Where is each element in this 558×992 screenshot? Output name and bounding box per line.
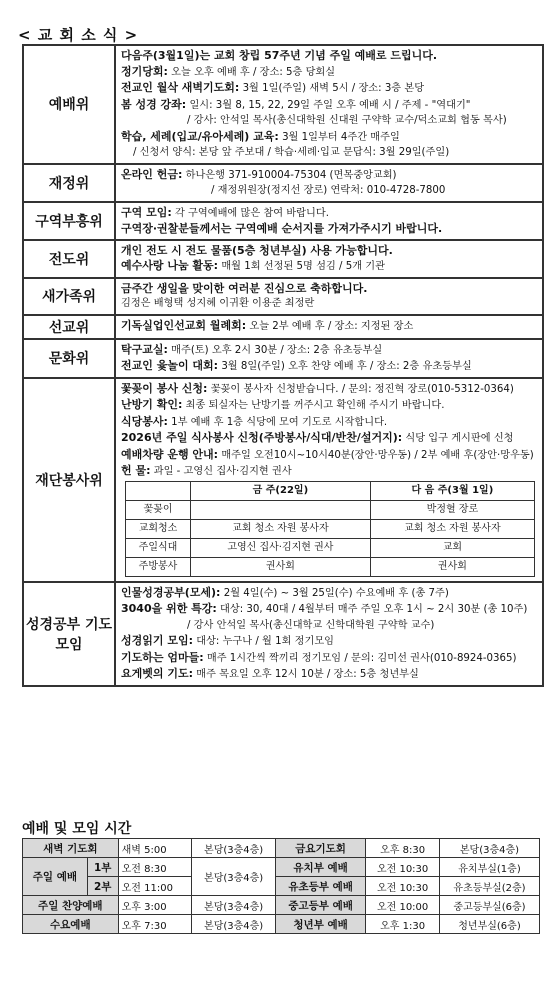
duty-cell: 교회 청소 자원 봉사자 <box>191 519 371 538</box>
schedule-part: 1부 <box>87 858 118 877</box>
news-line <box>121 397 537 414</box>
news-line <box>121 243 537 259</box>
news-line-text: 2월 4일(수) ~ 3월 25일(수) 수요예배 후 (총 7주) <box>220 587 449 599</box>
section-category: 재단봉사위 <box>23 378 115 582</box>
news-line-heading: 2026년 주일 식사봉사 신청(주방봉사/식대/반찬/설거지): <box>121 431 403 444</box>
news-line-text: 일시: 3월 8, 15, 22, 29일 주일 오후 예배 시 / 주제 - "역대기" <box>186 99 471 111</box>
duty-cell: 교회 청소 자원 봉사자 <box>370 519 534 538</box>
section-body <box>115 315 543 339</box>
schedule-row <box>23 858 540 877</box>
news-line <box>121 97 537 114</box>
news-line-heading: 정기당회: <box>121 64 168 78</box>
news-title: < 교 회 소 식 > <box>18 26 139 44</box>
schedule-place: 유초등부실(2층) <box>439 877 539 896</box>
duty-row <box>126 500 535 519</box>
schedule-place: 본당(3층4층) <box>192 839 276 858</box>
schedule-name: 금요기도회 <box>275 839 365 858</box>
section-category: 예배위 <box>23 45 115 164</box>
news-line-text: 3월 8일(주일) 오후 찬양 예배 후 / 장소: 2층 유초등부실 <box>218 361 472 372</box>
news-line-heading: 탁구교실: <box>121 342 168 356</box>
news-line-heading: 예배차량 운행 안내: <box>121 447 219 461</box>
schedule-name: 주일 찬양예배 <box>23 896 119 915</box>
duty-cell <box>191 500 371 519</box>
news-section <box>23 202 543 240</box>
news-line-text: 오늘 2부 예배 후 / 장소: 지정된 장소 <box>246 320 414 332</box>
news-line <box>121 129 537 146</box>
news-line-heading: 구역 모임: <box>121 205 172 219</box>
section-category: 선교위 <box>23 315 115 339</box>
schedule-name: 중고등부 예배 <box>275 896 365 915</box>
section-body <box>115 378 543 582</box>
schedule-part: 2부 <box>87 877 118 896</box>
news-line-text: 대상: 30, 40대 / 4월부터 매주 주일 오후 1시 ~ 2시 30분 (총 10주) <box>216 604 528 615</box>
schedule-row <box>23 877 540 896</box>
news-line-text: 구역장·권찰분들께서는 구역예배 순서지를 가져가주시기 바랍니다. <box>121 222 443 235</box>
news-line-text: 식당 입구 게시판에 신청 <box>402 433 514 444</box>
news-line-text: 다음주(3월1일)는 교회 창립 57주년 기념 주일 예배로 드립니다. <box>121 49 438 62</box>
duty-corner <box>126 481 191 500</box>
schedule-place: 본당(3층4층) <box>192 915 276 934</box>
section-body <box>115 582 543 686</box>
duty-header: 금 주(22일) <box>191 481 371 500</box>
schedule-name: 유초등부 예배 <box>275 877 365 896</box>
duty-cell: 박정혈 장로 <box>370 500 534 519</box>
news-line-heading: 헌 물: <box>121 464 151 477</box>
news-line-text: / 재정위원장(정지선 장로) 연락처: 010-4728-7800 <box>211 185 446 196</box>
news-line <box>121 463 537 480</box>
news-line-heading: 난방기 확인: <box>121 398 183 411</box>
news-section <box>23 164 543 202</box>
news-line-text: 오늘 오후 예배 후 / 장소: 5층 당회실 <box>167 66 336 78</box>
duty-row <box>126 538 535 557</box>
news-line <box>121 447 537 464</box>
news-line-text: 3월 1일부터 4주간 매주일 <box>278 131 400 143</box>
section-category: 성경공부 기도모임 <box>23 582 115 686</box>
news-line-text: 매주 목요일 오후 12시 10분 / 장소: 5층 청년부실 <box>192 669 419 680</box>
schedule-table <box>22 838 540 934</box>
news-line-text: 대상: 누구나 / 월 1회 정기모임 <box>192 636 335 647</box>
schedule-time: 오후 7:30 <box>118 915 192 934</box>
section-body <box>115 240 543 278</box>
schedule-time: 오전 8:30 <box>118 858 192 877</box>
section-category: 새가족위 <box>23 278 115 315</box>
section-body <box>115 164 543 202</box>
duty-cell: 권사회 <box>370 557 534 576</box>
schedule-time: 새벽 5:00 <box>118 839 192 858</box>
schedule-row <box>23 839 540 858</box>
schedule-time: 오전 10:30 <box>366 858 440 877</box>
schedule-name: 청년부 예배 <box>275 915 365 934</box>
news-line-text: 최종 퇴실자는 난방기를 꺼주시고 확인해 주시기 바랍니다. <box>182 400 445 411</box>
schedule-time: 오전 10:00 <box>366 896 440 915</box>
schedule-title: 예배 및 모임 시간 <box>22 821 132 837</box>
news-line-heading: 성경읽기 모임: <box>121 634 193 647</box>
news-section <box>23 278 543 315</box>
news-line-heading: 식당봉사: <box>121 414 168 428</box>
news-line <box>121 601 537 618</box>
schedule-name: 주일 예배 <box>23 858 88 896</box>
news-line <box>121 666 537 683</box>
duty-cell: 권사회 <box>191 557 371 576</box>
schedule-name: 유치부 예배 <box>275 858 365 877</box>
schedule-place: 중고등부실(6층) <box>439 896 539 915</box>
duty-row <box>126 557 535 576</box>
news-line-text: 매주일 오전10시~10시40분(장안·망우동) / 2부 예배 후(장안·망우동) <box>218 449 534 461</box>
news-line <box>121 145 537 161</box>
news-line <box>121 281 537 297</box>
church-news-table <box>22 44 544 687</box>
news-line <box>121 430 537 447</box>
news-section <box>23 315 543 339</box>
news-section <box>23 240 543 278</box>
section-category: 재정위 <box>23 164 115 202</box>
section-body <box>115 339 543 378</box>
duty-header: 다 음 주(3월 1일) <box>370 481 534 500</box>
news-line-text: 하나은행 371-910004-75304 (면목중앙교회) <box>182 169 397 181</box>
news-line-heading: 봄 성경 강좌: <box>121 97 187 111</box>
news-line-text: 매월 1회 선정된 5명 섬김 / 5개 기관 <box>218 261 385 272</box>
news-line-heading: 학습, 세례(입교/유아세례) 교육: <box>121 129 279 143</box>
news-line-text: 3월 1일(주일) 새벽 5시 / 장소: 3층 본당 <box>239 83 425 94</box>
news-line-text: 금주간 생일을 맞이한 여러분 진심으로 축하합니다. <box>121 281 368 295</box>
news-line <box>121 80 537 97</box>
duty-cell: 고영신 집사·김지현 권사 <box>191 538 371 557</box>
news-line-heading: 꽃꽂이 봉사 신청: <box>121 381 208 395</box>
news-line-text: 각 구역예배에 많은 참여 바랍니다. <box>171 207 329 219</box>
news-line <box>121 318 537 335</box>
section-body <box>115 278 543 315</box>
section-category: 전도위 <box>23 240 115 278</box>
duty-cell: 꽃꽂이 <box>126 500 191 519</box>
news-line <box>121 381 537 398</box>
news-line-text: 김정은 배형택 성지혜 이귀환 이용준 최정란 <box>121 298 315 309</box>
news-line <box>121 414 537 431</box>
schedule-name: 수요예배 <box>23 915 119 934</box>
news-section <box>23 582 543 686</box>
schedule-place: 본당(3층4층) <box>192 858 276 896</box>
schedule-name: 새벽 기도회 <box>23 839 119 858</box>
duty-row <box>126 519 535 538</box>
news-line-text: 1부 예배 후 1층 식당에 모여 기도로 시작합니다. <box>167 416 388 428</box>
section-category: 구역부흥위 <box>23 202 115 240</box>
duty-table <box>125 481 535 577</box>
schedule-time: 오후 3:00 <box>118 896 192 915</box>
news-line <box>121 296 537 312</box>
news-line-heading: 온라인 헌금: <box>121 167 183 181</box>
news-line <box>121 48 537 64</box>
news-line-text: 매주 1시간씩 짝끼리 정기모임 / 문의: 김미선 권사(010-8924-0365) <box>203 652 517 664</box>
news-line <box>121 358 537 375</box>
news-line-text: 개인 전도 시 전도 물품(5층 청년부실) 사용 가능합니다. <box>121 243 393 257</box>
news-line <box>121 585 537 602</box>
news-line <box>121 633 537 650</box>
section-body <box>115 202 543 240</box>
news-line <box>121 650 537 667</box>
duty-cell: 교회청소 <box>126 519 191 538</box>
news-line-heading: 전교인 월삭 새벽기도회: <box>121 81 240 94</box>
news-section <box>23 339 543 378</box>
duty-cell: 주방봉사 <box>126 557 191 576</box>
news-line <box>121 167 537 184</box>
section-category: 문화위 <box>23 339 115 378</box>
news-line-text: / 신청서 양식: 본당 앞 주보대 / 학습·세례·입교 문답식: 3월 29일(주일) <box>133 147 450 158</box>
schedule-row <box>23 915 540 934</box>
news-line-heading: 인물성경공부(모세): <box>121 585 221 599</box>
news-line-heading: 전교인 윷놀이 대회: <box>121 359 219 372</box>
schedule-place: 유치부실(1층) <box>439 858 539 877</box>
news-line <box>121 64 537 81</box>
news-line-heading: 기도하는 엄마들: <box>121 650 204 664</box>
duty-cell: 주일식대 <box>126 538 191 557</box>
schedule-row <box>23 896 540 915</box>
schedule-place: 본당(3층4층) <box>439 839 539 858</box>
schedule-time: 오후 8:30 <box>366 839 440 858</box>
news-section <box>23 378 543 582</box>
schedule-place: 청년부실(6층) <box>439 915 539 934</box>
schedule-place: 본당(3층4층) <box>192 896 276 915</box>
news-line-heading: 요게벳의 기도: <box>121 667 193 680</box>
news-line <box>121 258 537 275</box>
schedule-time: 오전 10:30 <box>366 877 440 896</box>
news-line <box>121 221 537 237</box>
news-line <box>121 618 537 634</box>
news-line-text: / 강사 안석일 목사(총신대학교 신학대학원 구약학 교수) <box>187 619 435 631</box>
news-line <box>121 342 537 359</box>
news-line-text: 매주(토) 오후 2시 30분 / 장소: 2층 유초등부실 <box>167 344 383 356</box>
news-line-text: / 강사: 안석일 목사(총신대학원 신대원 구약학 교수/덕소교회 협동 목사) <box>187 115 507 126</box>
news-section <box>23 45 543 164</box>
news-line-text: 과일 - 고영신 집사·김지현 권사 <box>150 466 292 477</box>
news-line <box>121 205 537 222</box>
news-line-heading: 3040을 위한 특강: <box>121 602 217 615</box>
news-line-heading: 예수사랑 나눔 활동: <box>121 259 219 272</box>
section-body <box>115 45 543 164</box>
news-line <box>121 183 537 199</box>
duty-cell: 교회 <box>370 538 534 557</box>
news-line-text: 꽃꽂이 봉사자 신청받습니다. / 문의: 정진혁 장로(010-5312-0364) <box>207 383 514 395</box>
schedule-time: 오후 1:30 <box>366 915 440 934</box>
schedule-time: 오전 11:00 <box>118 877 192 896</box>
news-line-heading: 기독실업인선교회 월례회: <box>121 318 247 332</box>
news-line <box>121 113 537 129</box>
